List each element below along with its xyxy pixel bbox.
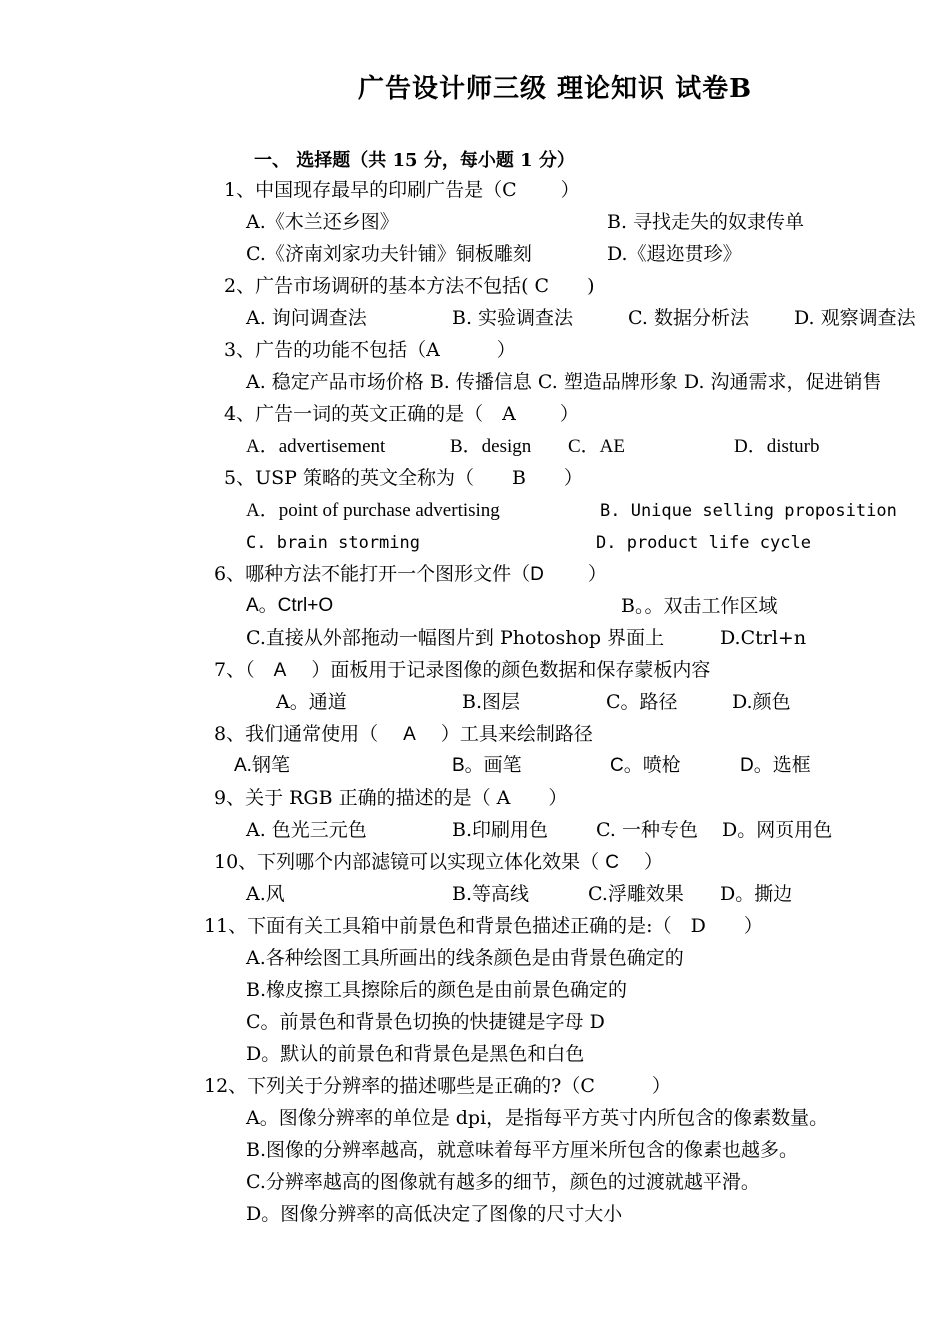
question-8-stem	[214, 722, 593, 747]
question-1-stem: 1、中国现存最早的印刷广告是（C ）	[224, 179, 580, 201]
q6-option-c: C.直接从外部拖动一幅图片到 Photoshop 界面上	[246, 627, 665, 649]
q5-option-d: D. product life cycle	[596, 533, 811, 553]
page-title: 广告设计师三级 理论知识 试卷B	[358, 74, 753, 104]
q10-option-c: C.浮雕效果	[588, 883, 684, 905]
q2-option-c: C. 数据分析法	[628, 307, 749, 329]
q7-option-a: A。通道	[276, 691, 347, 713]
q5-option-c: C. brain storming	[246, 533, 420, 553]
question-3-options: A. 稳定产品市场价格 B. 传播信息 C. 塑造品牌形象 D. 沟通需求，促进销售	[246, 371, 882, 393]
q7-stem-tail: ）面板用于记录图像的颜色数据和保存蒙板内容	[286, 659, 711, 681]
q2-option-b: B. 实验调查法	[452, 307, 574, 329]
q8-option-c: C。喷枪	[610, 755, 681, 776]
q9-option-c: C. 一种专色	[596, 819, 698, 841]
q12-option-d: D。图像分辨率的高低决定了图像的尺寸大小	[246, 1203, 623, 1225]
q11-option-d: D。默认的前景色和背景色是黑色和白色	[246, 1043, 585, 1065]
question-5-stem: 5、USP 策略的英文全称为（ B ）	[224, 467, 583, 489]
question-4-stem: 4、广告一词的英文正确的是（ A ）	[224, 403, 579, 425]
q9-option-b: B.印刷用色	[452, 819, 549, 841]
question-11-stem: 11、下面有关工具箱中前景色和背景色描述正确的是:（ D ）	[204, 915, 763, 937]
q1-option-b: B. 寻找走失的奴隶传单	[607, 211, 805, 233]
q7-option-d: D.颜色	[732, 691, 791, 713]
question-10-stem	[214, 850, 663, 875]
q8-stem-tail: ）工具来绘制路径	[415, 723, 593, 745]
q12-option-a: A。图像分辨率的单位是 dpi，是指每平方英寸内所包含的像素数量。	[246, 1107, 829, 1129]
q10-stem-tail: ）	[618, 851, 663, 873]
q12-option-b: B.图像的分辨率越高，就意味着每平方厘米所包含的像素也越多。	[246, 1139, 799, 1161]
question-7-stem	[214, 658, 710, 683]
q9-option-d: D。网页用色	[722, 819, 833, 841]
question-2-stem: 2、广告市场调研的基本方法不包括( C )	[224, 275, 595, 297]
q5-option-b: B. Unique selling proposition	[600, 501, 897, 521]
q7-answer: A	[273, 660, 287, 681]
q1-option-d: D.《遐迩贯珍》	[607, 243, 742, 265]
q4-option-b: B．design	[450, 436, 532, 457]
question-6-stem	[214, 562, 607, 587]
q4-option-c: C．AE	[568, 436, 626, 457]
section-heading: 一、 选择题（共 15 分，每小题 1 分）	[254, 150, 575, 171]
q8-answer: A	[403, 724, 416, 745]
q11-option-c: C。前景色和背景色切换的快捷键是字母 D	[246, 1011, 605, 1033]
q7-stem-text: 7、（	[214, 659, 274, 681]
q1-option-a: A.《木兰还乡图》	[246, 211, 399, 233]
q6-option-b: B。。双击工作区域	[621, 595, 778, 617]
question-12-stem: 12、下列关于分辨率的描述哪些是正确的?（C ）	[204, 1075, 671, 1097]
q10-stem-text: 10、下列哪个内部滤镜可以实现立体化效果（	[214, 851, 606, 873]
q7-option-b: B.图层	[462, 691, 521, 713]
q8-option-a: A.钢笔	[234, 755, 290, 776]
q6-option-a: A。Ctrl+O	[246, 595, 334, 616]
q6-option-d: D.Ctrl+n	[720, 627, 807, 649]
q7-option-c: C。路径	[606, 691, 678, 713]
q2-option-a: A. 询问调查法	[246, 307, 367, 329]
question-9-stem: 9、关于 RGB 正确的描述的是（ A ）	[214, 787, 568, 809]
q10-option-d: D。撕边	[720, 883, 793, 905]
q6-stem-text: 6、哪种方法不能打开一个图形文件（	[214, 563, 531, 585]
q6-stem-tail: ）	[543, 563, 607, 585]
q2-option-d: D. 观察调查法	[794, 307, 916, 329]
q4-option-a: A．advertisement	[246, 436, 386, 457]
q4-option-d: D．disturb	[734, 436, 820, 457]
question-3-stem: 3、广告的功能不包括（A ）	[224, 339, 516, 361]
q8-option-b: B。画笔	[452, 755, 522, 776]
q8-option-d: D。选框	[740, 755, 811, 776]
q11-option-a: A.各种绘图工具所画出的线条颜色是由背景色确定的	[246, 947, 684, 969]
q12-option-c: C.分辨率越高的图像就有越多的细节，颜色的过渡就越平滑。	[246, 1171, 760, 1193]
q10-option-a: A.风	[246, 883, 285, 905]
q10-answer: C	[605, 852, 619, 873]
q8-stem-text: 8、我们通常使用（	[214, 723, 404, 745]
q1-option-c: C.《济南刘家功夫针铺》铜板雕刻	[246, 243, 532, 265]
q10-option-b: B.等高线	[452, 883, 530, 905]
q11-option-b: B.橡皮擦工具擦除后的颜色是由前景色确定的	[246, 979, 628, 1001]
q9-option-a: A. 色光三元色	[246, 819, 367, 841]
q6-answer: D	[530, 564, 544, 585]
q5-option-a: A．point of purchase advertising	[246, 500, 500, 521]
